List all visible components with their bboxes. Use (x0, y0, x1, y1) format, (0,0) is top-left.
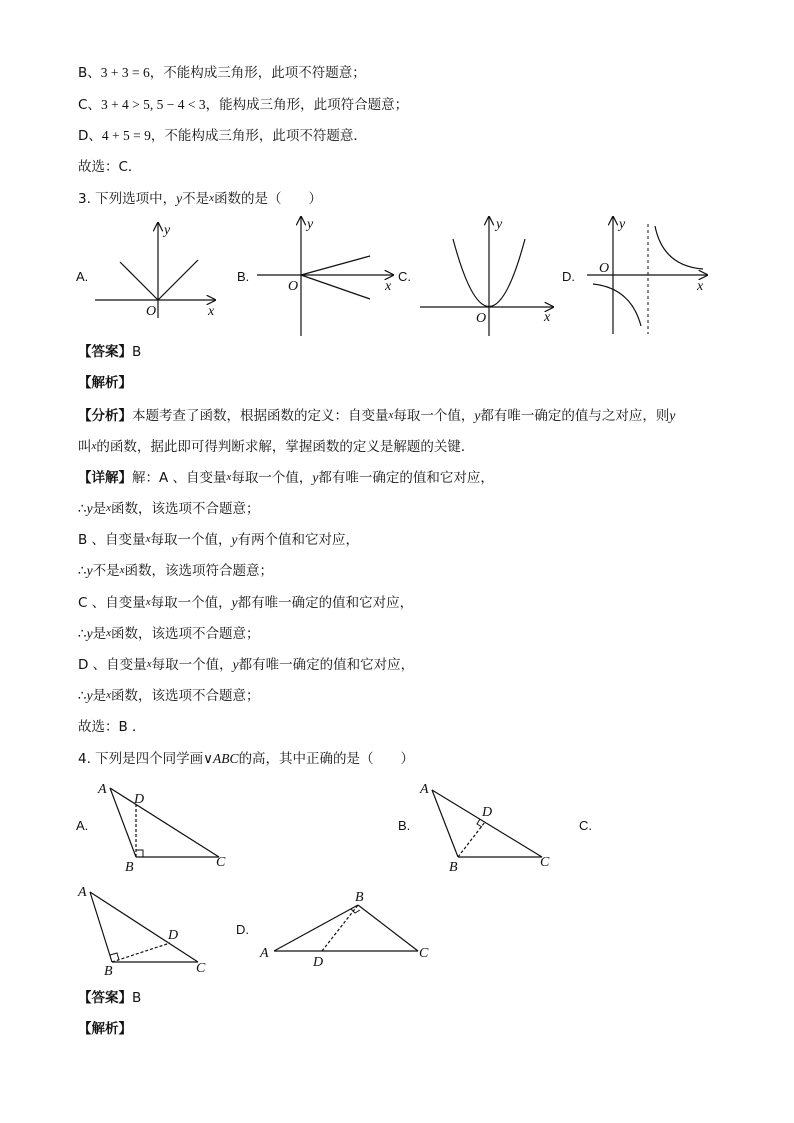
height-line (112, 943, 170, 962)
point-a-label: A (420, 782, 429, 797)
var-y: y (312, 470, 319, 485)
point-c-label: C (216, 855, 226, 870)
height-line (322, 905, 358, 951)
text: 不是 (92, 563, 120, 579)
q4-option-c-label: C. (579, 818, 592, 833)
triangle-side (110, 788, 219, 857)
text: 是 (92, 688, 107, 704)
var-y: y (86, 626, 93, 641)
var-y: y (86, 563, 93, 578)
graph-curve (655, 226, 703, 269)
stem-text: 的高，其中正确的是（ ） (238, 751, 415, 767)
triangle-side (274, 905, 358, 951)
answer-value: B (132, 990, 142, 1006)
right-angle-mark (351, 909, 360, 913)
text: 有两个值和它对应， (237, 532, 359, 548)
fenxi-label: 【分析】 (78, 408, 132, 424)
origin-label: O (288, 279, 299, 294)
axis-x-label: x (385, 279, 392, 294)
axis-y-label: y (164, 223, 171, 238)
q3-graph-a (90, 218, 220, 323)
q4-triangle-d (258, 888, 438, 973)
height-line (458, 822, 485, 857)
q4-option-a-label: A. (76, 818, 89, 833)
right-angle-mark (136, 850, 143, 857)
text: 都有唯一确定的值和它对应， (238, 657, 415, 673)
solution-line-c (78, 96, 408, 114)
var-y: y (474, 408, 481, 423)
solution-line-d (78, 127, 367, 145)
q4-triangle-c (74, 880, 224, 980)
math-expression: 4 + 5 = 9 (101, 128, 151, 143)
axis-x-label: x (208, 304, 215, 319)
q4-option-d-label: D. (236, 922, 249, 937)
q3-option-b-label: B. (237, 269, 250, 284)
var-y: y (231, 532, 238, 547)
origin-label: O (146, 304, 157, 319)
text: 每取一个值， (150, 595, 232, 611)
q3-option-a-label: A. (76, 269, 89, 284)
q3-graph-b (255, 214, 400, 339)
solution-line-b (78, 64, 366, 82)
q3-option-d-label: D. (562, 269, 575, 284)
var-x: x (145, 596, 151, 608)
solution-text: ，不能构成三角形，此项不符题意； (149, 65, 366, 81)
q4-triangle-a (94, 778, 244, 878)
text: 的函数，据此即可得判断求解，掌握函数的定义是解题的关键． (96, 439, 475, 455)
option-prefix: B、 (78, 65, 101, 81)
text: 是 (92, 501, 107, 517)
triangle-name: ∨ABC (203, 751, 239, 766)
q3-choice: 故选：B ． (78, 719, 146, 735)
q3-stem (78, 189, 322, 208)
var-x: x (209, 192, 215, 204)
math-expression: 3 + 4 > 5, 5 − 4 < 3 (100, 97, 206, 112)
answer-label: 【答案】 (78, 344, 132, 360)
var-y: y (669, 408, 676, 423)
axis-y-label: y (619, 217, 626, 232)
point-b-label: B (104, 964, 113, 979)
q4-answer (78, 989, 141, 1007)
therefore-symbol: ∴ (78, 626, 87, 642)
q3-detail-line-2 (78, 499, 259, 518)
point-a-label: A (98, 782, 107, 797)
text: 是 (92, 626, 107, 642)
triangle-side (110, 788, 136, 857)
stem-text: 不是 (182, 191, 210, 207)
var-x: x (91, 440, 97, 452)
var-x: x (106, 689, 111, 701)
q3-detail-line-8 (78, 686, 259, 705)
var-y: y (231, 595, 238, 610)
point-a-label: A (78, 885, 87, 900)
var-y: y (232, 657, 239, 672)
point-c-label: C (196, 961, 206, 976)
text: 每取一个值， (151, 657, 233, 673)
answer-value: B (132, 344, 142, 360)
q3-detail-line-7 (78, 655, 414, 674)
q4-option-b-label: B. (398, 818, 411, 833)
text: D 、自变量 (78, 657, 147, 673)
triangle-side (90, 892, 112, 962)
stem-text: 函数的是（ ） (214, 191, 323, 207)
option-prefix: D、 (78, 128, 102, 144)
text: 叫 (78, 439, 92, 455)
therefore-symbol: ∴ (78, 563, 87, 579)
var-x: x (226, 471, 232, 483)
text: 都有唯一确定的值和它对应， (237, 595, 414, 611)
point-c-label: C (540, 855, 550, 870)
text: B 、自变量 (78, 532, 146, 548)
var-x: x (119, 564, 125, 576)
q3-detail-line-1 (78, 468, 494, 487)
q3-detail-line-6 (78, 624, 259, 643)
point-d-label: D (482, 805, 493, 820)
triangle-side (432, 790, 542, 857)
q3-fenxi-line-2 (78, 437, 474, 456)
point-b-label: B (355, 890, 364, 905)
text: 每取一个值， (393, 408, 475, 424)
point-c-label: C (419, 946, 429, 961)
graph-curve (301, 256, 370, 275)
triangle-side (358, 905, 418, 951)
solution-text: ，能构成三角形，此项符合题意； (205, 97, 409, 113)
q3-option-c-label: C. (398, 269, 411, 284)
stem-text: 4. 下列是四个同学画 (78, 751, 204, 767)
point-d-label: D (168, 928, 179, 943)
answer-label: 【答案】 (78, 990, 132, 1006)
var-x: x (106, 627, 111, 639)
axis-x-label: x (544, 310, 551, 325)
q3-graph-c (418, 214, 558, 339)
graph-curve (301, 275, 370, 299)
graph-curve (120, 262, 158, 300)
q3-detail-line-5 (78, 593, 413, 612)
q3-graph-d (585, 214, 715, 339)
q4-analysis-label: 【解析】 (78, 1021, 132, 1037)
text: 每取一个值， (231, 470, 313, 486)
var-x: x (146, 658, 152, 670)
math-expression: 3 + 3 = 6 (100, 65, 150, 80)
point-a-label: A (260, 946, 269, 961)
triangle-side (90, 892, 198, 962)
axis-x-label: x (697, 279, 704, 294)
text: 都有唯一确定的值与之对应，则 (480, 408, 670, 424)
var-x: x (388, 409, 394, 421)
q3-detail-line-4 (78, 561, 273, 580)
axis-y-label: y (496, 217, 503, 232)
text: 函数，该选项不合题意； (110, 501, 260, 517)
detail-label: 【详解】 (78, 470, 132, 486)
origin-label: O (599, 261, 610, 276)
point-d-label: D (134, 792, 145, 807)
point-d-label: D (313, 955, 324, 970)
q4-stem (78, 750, 414, 768)
var-y: y (176, 191, 183, 206)
therefore-symbol: ∴ (78, 501, 87, 517)
text: 函数，该选项不合题意； (110, 626, 260, 642)
point-b-label: B (125, 860, 134, 875)
text: 函数，该选项不合题意； (110, 688, 260, 704)
text: 解：A 、自变量 (132, 470, 227, 486)
option-prefix: C、 (78, 97, 101, 113)
text: C 、自变量 (78, 595, 146, 611)
solution-choice: 故选：C． (78, 159, 142, 175)
text: 函数，该选项符合题意； (124, 563, 273, 579)
q3-detail-line-3 (78, 530, 359, 549)
var-x: x (145, 533, 151, 545)
q3-analysis-label: 【解析】 (78, 375, 132, 391)
q4-triangle-b (418, 778, 563, 878)
solution-text: ，不能构成三角形，此项不符题意． (150, 128, 367, 144)
origin-label: O (476, 311, 487, 326)
axis-y-label: y (307, 217, 314, 232)
triangle-side (432, 790, 458, 857)
var-y: y (86, 501, 93, 516)
stem-text: 3. 下列选项中， (78, 191, 177, 207)
text: 都有唯一确定的值和它对应， (318, 470, 494, 486)
point-b-label: B (449, 860, 458, 875)
text: 每取一个值， (150, 532, 232, 548)
graph-curve (593, 284, 641, 326)
q3-fenxi-line-1 (78, 406, 675, 425)
therefore-symbol: ∴ (78, 688, 87, 704)
var-x: x (106, 502, 111, 514)
graph-curve (158, 260, 198, 300)
var-y: y (86, 688, 93, 703)
text: 本题考查了函数，根据函数的定义：自变量 (132, 408, 389, 424)
q3-answer (78, 343, 141, 361)
